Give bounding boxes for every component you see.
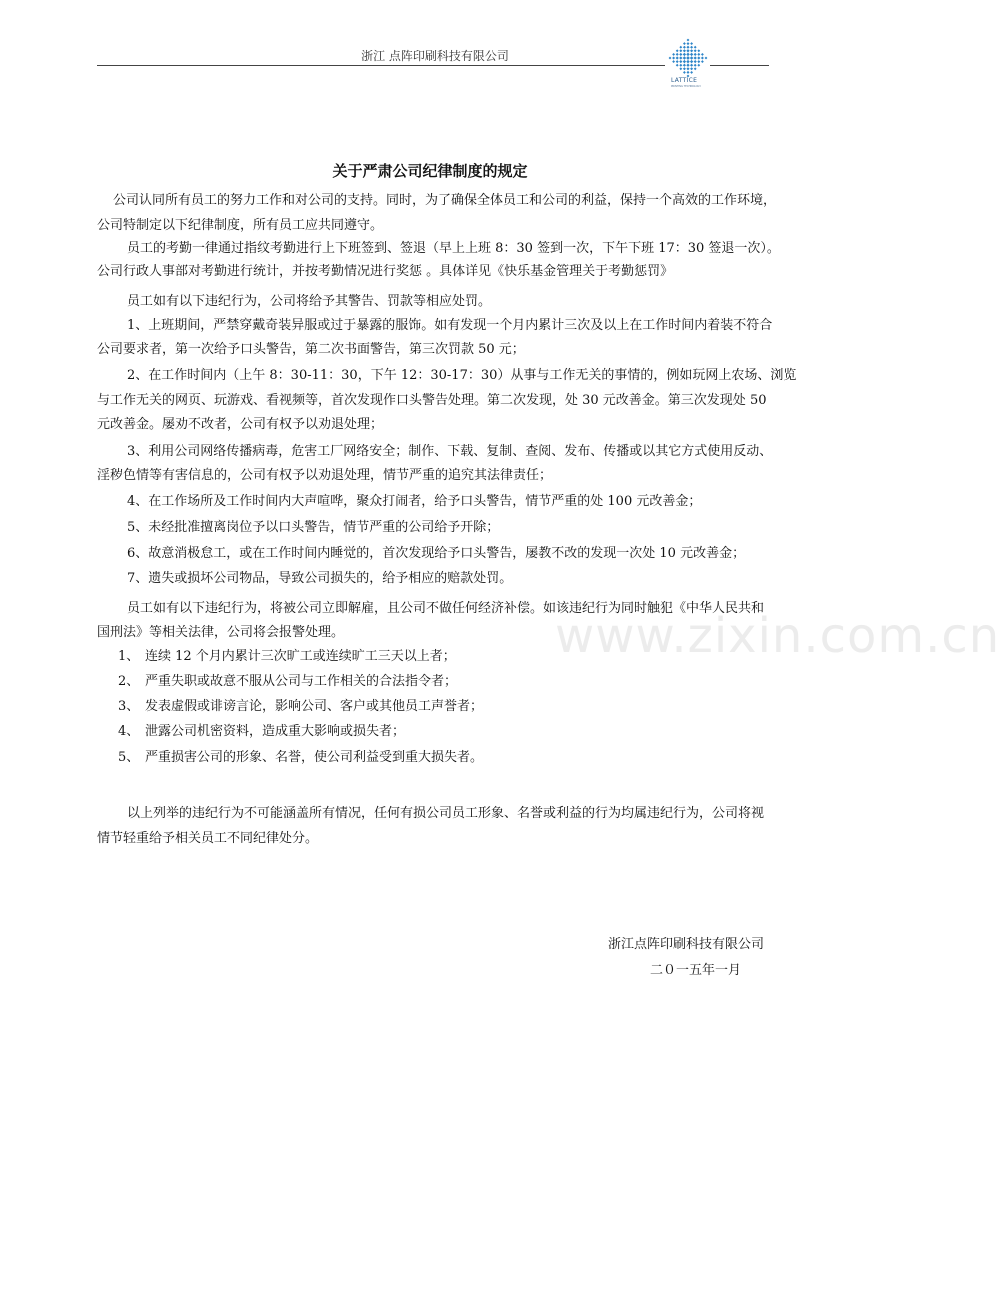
closing-line-2: 情节轻重给予相关员工不同纪律处分。 xyxy=(97,831,319,846)
logo-subtext: PRINTING TECHNOLOGY xyxy=(671,85,701,88)
header-company-name: 浙江 点阵印刷科技有限公司 xyxy=(361,49,509,63)
dismissal-item-4-num: 4、 xyxy=(118,724,140,739)
dismissal-item-1: 连续 12 个月内累计三次旷工或连续旷工三天以上者； xyxy=(145,649,456,664)
dismissal-intro-line-2: 国刑法》等相关法律，公司将会报警处理。 xyxy=(97,625,345,640)
warning-item-1-line-1: 1、上班期间，严禁穿戴奇装异服或过于暴露的服饰。如有发现一个月内累计三次及以上在工作时间内着装不符合 xyxy=(127,318,773,333)
dismissal-item-3-num: 3、 xyxy=(118,699,140,714)
warning-item-4: 4、在工作场所及工作时间内大声喧哗，聚众打闹者，给予口头警告，情节严重的处 100 元改善金； xyxy=(127,494,702,509)
warning-item-2-line-3: 元改善金。屡劝不改者，公司有权予以劝退处理； xyxy=(97,417,384,432)
watermark: www.zixin.com.cn xyxy=(555,608,1000,664)
signature-date: 二０一五年一月 xyxy=(650,963,742,978)
warning-item-1-line-2: 公司要求者，第一次给予口头警告，第二次书面警告，第三次罚款 50 元； xyxy=(97,342,525,357)
dismissal-item-5-num: 5、 xyxy=(118,750,140,765)
warning-item-7: 7、遗失或损坏公司物品，导致公司损失的，给予相应的赔款处罚。 xyxy=(127,571,513,586)
intro-line-2: 公司特制定以下纪律制度，所有员工应共同遵守。 xyxy=(97,218,384,233)
warning-item-6: 6、故意消极怠工，或在工作时间内睡觉的，首次发现给予口头警告，屡教不改的发现一次处 10 元改善金； xyxy=(127,546,746,561)
dismissal-item-3: 发表虚假或诽谤言论，影响公司、客户或其他员工声誉者； xyxy=(145,699,484,714)
attendance-line-2: 公司行政人事部对考勤进行统计，并按考勤情况进行奖惩 。具体详见《快乐基金管理关于考勤惩罚》 xyxy=(97,264,674,279)
dismissal-item-4: 泄露公司机密资料，造成重大影响或损失者； xyxy=(145,724,406,739)
warning-item-3-line-1: 3、利用公司网络传播病毒，危害工厂网络安全；制作、下载、复制、查阅、发布、传播或以其它方式使用反动、 xyxy=(127,444,773,459)
signature-company: 浙江点阵印刷科技有限公司 xyxy=(608,937,765,952)
document-title: 关于严肃公司纪律制度的规定 xyxy=(332,162,528,180)
warning-item-5: 5、未经批准擅离岗位予以口头警告，情节严重的公司给予开除； xyxy=(127,520,500,535)
header-rule-left xyxy=(97,65,665,66)
header-rule-right xyxy=(710,65,769,66)
dismissal-item-2: 严重失职或故意不服从公司与工作相关的合法指令者； xyxy=(145,674,458,689)
intro-line-1: 公司认同所有员工的努力工作和对公司的支持。同时，为了确保全体员工和公司的利益，保持一个高效的工作环境， xyxy=(113,193,777,208)
logo-text: LATTICE xyxy=(671,77,698,84)
dismissal-item-2-num: 2、 xyxy=(118,674,140,689)
dismissal-intro-line-1: 员工如有以下违纪行为，将被公司立即解雇，且公司不做任何经济补偿。如该违纪行为同时触犯《中华人民共和 xyxy=(127,601,765,616)
closing-line-1: 以上列举的违纪行为不可能涵盖所有情况，任何有损公司员工形象、名誉或利益的行为均属违纪行为，公司将视 xyxy=(127,806,765,821)
attendance-line-1: 员工的考勤一律通过指纹考勤进行上下班签到、签退（早上上班 8：30 签到一次，下午下班 17：30 签退一次）。 xyxy=(127,241,780,256)
dismissal-item-5: 严重损害公司的形象、名誉，使公司利益受到重大损失者。 xyxy=(145,750,484,765)
dismissal-item-1-num: 1、 xyxy=(118,649,140,664)
warning-item-2-line-2: 与工作无关的网页、玩游戏、看视频等，首次发现作口头警告处理。第二次发现，处 30 元改善金。第三次发现处 50 xyxy=(97,393,767,408)
warning-item-2-line-1: 2、在工作时间内（上午 8：30-11：30，下午 12：30-17：30）从事与工作无关的事情的，例如玩网上农场、浏览 xyxy=(127,368,797,383)
warning-item-3-line-2: 淫秽色情等有害信息的，公司有权予以劝退处理，情节严重的追究其法律责任； xyxy=(97,468,553,483)
warnings-intro: 员工如有以下违纪行为，公司将给予其警告、罚款等相应处罚。 xyxy=(127,294,492,309)
